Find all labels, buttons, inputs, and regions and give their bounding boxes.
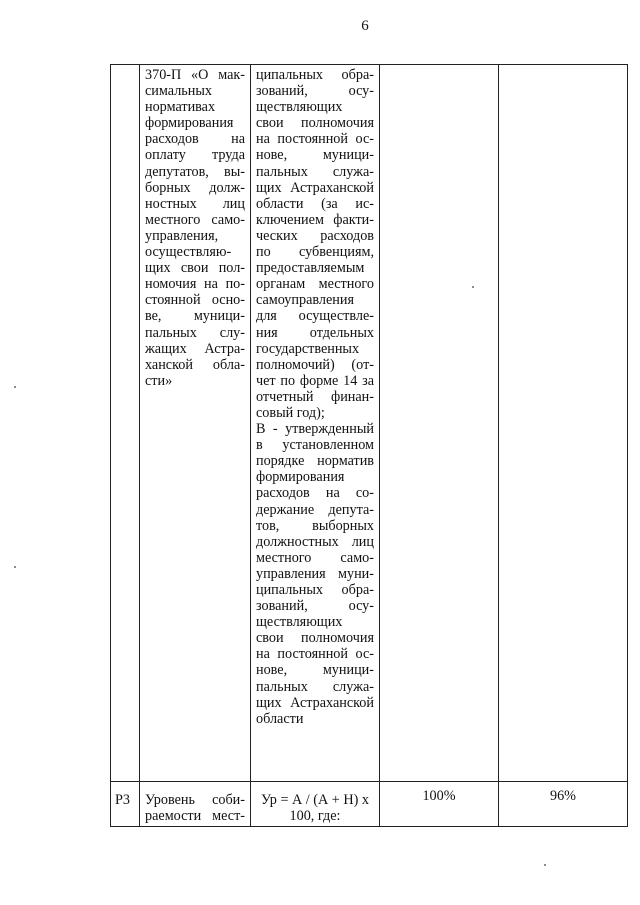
formula-line: формирования (256, 469, 345, 486)
formula-line: совый год); (256, 404, 325, 421)
name-line: Уровень соби- (145, 792, 245, 808)
formula-line: местного само- (256, 549, 374, 566)
name-line: управления, (145, 227, 219, 244)
name-line: депутатов, вы- (145, 163, 245, 180)
formula-line: для осуществле- (256, 308, 374, 325)
indicators-table (110, 64, 628, 827)
formula-line: нове, муници- (256, 147, 374, 164)
name-line: ханской обла- (145, 356, 245, 373)
formula-line: свои полномочия (256, 115, 374, 132)
indicator-name-cell (140, 65, 251, 782)
name-line: формирования (145, 115, 234, 132)
table-row (111, 65, 628, 782)
name-line: нормативах (145, 99, 216, 116)
name-line: пальных слу- (145, 324, 245, 341)
formula-line: на постоянной ос- (256, 131, 374, 148)
formula-line: ческих расходов (256, 227, 374, 244)
scan-speck (544, 864, 546, 866)
name-line: сти» (145, 372, 173, 389)
formula-line: пальных служа- (256, 678, 374, 695)
formula-line: в установленном (256, 437, 374, 454)
scan-speck (472, 286, 474, 288)
page-number: 6 (361, 18, 369, 34)
formula-line: Ур = А / (А + Н) х (261, 792, 369, 808)
value-cell (499, 65, 628, 782)
formula-line: порядке норматив (256, 453, 374, 470)
value-cell (380, 782, 499, 827)
formula-line: управления муни- (256, 565, 374, 582)
name-line: 370-П «О мак- (145, 67, 245, 83)
formula-line: предоставляемым (256, 260, 365, 277)
formula-line: чет по форме 14 за (256, 372, 374, 389)
formula-line: полномочий) (от- (256, 356, 374, 373)
formula-line: 100, где: (289, 808, 341, 825)
value-cell (380, 65, 499, 782)
actual-value: 96% (549, 788, 576, 804)
name-line: симальных (145, 83, 212, 100)
formula-line: отчетный финан- (256, 388, 374, 405)
formula-line: В - утвержденный (256, 421, 374, 438)
name-line: щих свои пол- (145, 260, 245, 277)
indicator-code-cell (111, 782, 140, 827)
name-line: ве, муници- (145, 308, 245, 325)
name-line: местного само- (145, 211, 245, 228)
formula-line: пальных служа- (256, 163, 374, 180)
formula-line: органам местного (256, 276, 374, 293)
name-line: расходов на (145, 131, 245, 148)
formula-line: государственных (256, 340, 360, 357)
name-line: ностных лиц (145, 195, 245, 212)
formula-line: ния отдельных (256, 324, 374, 341)
formula-line: зований, осу- (256, 83, 374, 100)
name-line: раемости мест- (145, 808, 245, 825)
formula-line: по субвенциям, (256, 244, 374, 261)
formula-line: расходов на со- (256, 485, 374, 502)
formula-line: щих Астраханской (256, 179, 374, 196)
scan-speck (14, 566, 16, 568)
formula-line: нове, муници- (256, 662, 374, 679)
value-cell (499, 782, 628, 827)
formula-line: ществляющих (256, 99, 343, 116)
formula-line: ключением факти- (256, 211, 374, 228)
name-line: номочия на по- (145, 276, 245, 293)
name-line: осуществляю- (145, 244, 232, 261)
indicator-code: Р3 (115, 792, 130, 808)
formula-line: зований, осу- (256, 598, 374, 615)
formula-line: ществляющих (256, 614, 343, 631)
indicator-name-cell (140, 782, 251, 827)
formula-line: области (256, 710, 304, 727)
formula-line: держание депута- (256, 501, 374, 518)
indicator-code-cell (111, 65, 140, 782)
formula-line: тов, выборных (256, 517, 374, 534)
formula-line: должностных лиц (256, 533, 374, 550)
name-line: жащих Астра- (145, 340, 245, 357)
name-line: оплату труда (145, 147, 245, 164)
formula-line: свои полномочия (256, 630, 374, 647)
scan-speck (14, 386, 16, 388)
formula-line: ципальных обра- (256, 67, 374, 83)
table-row (111, 782, 628, 827)
formula-cell (251, 782, 380, 827)
target-value: 100% (422, 788, 456, 804)
formula-line: на постоянной ос- (256, 646, 374, 663)
formula-line: ципальных обра- (256, 582, 374, 598)
formula-cell (251, 65, 380, 782)
formula-line: щих Астраханской (256, 694, 374, 711)
formula-line: области (за ис- (256, 195, 374, 212)
name-line: стоянной осно- (145, 292, 245, 309)
name-line: борных долж- (145, 179, 245, 196)
formula-line: самоуправления (256, 292, 354, 309)
